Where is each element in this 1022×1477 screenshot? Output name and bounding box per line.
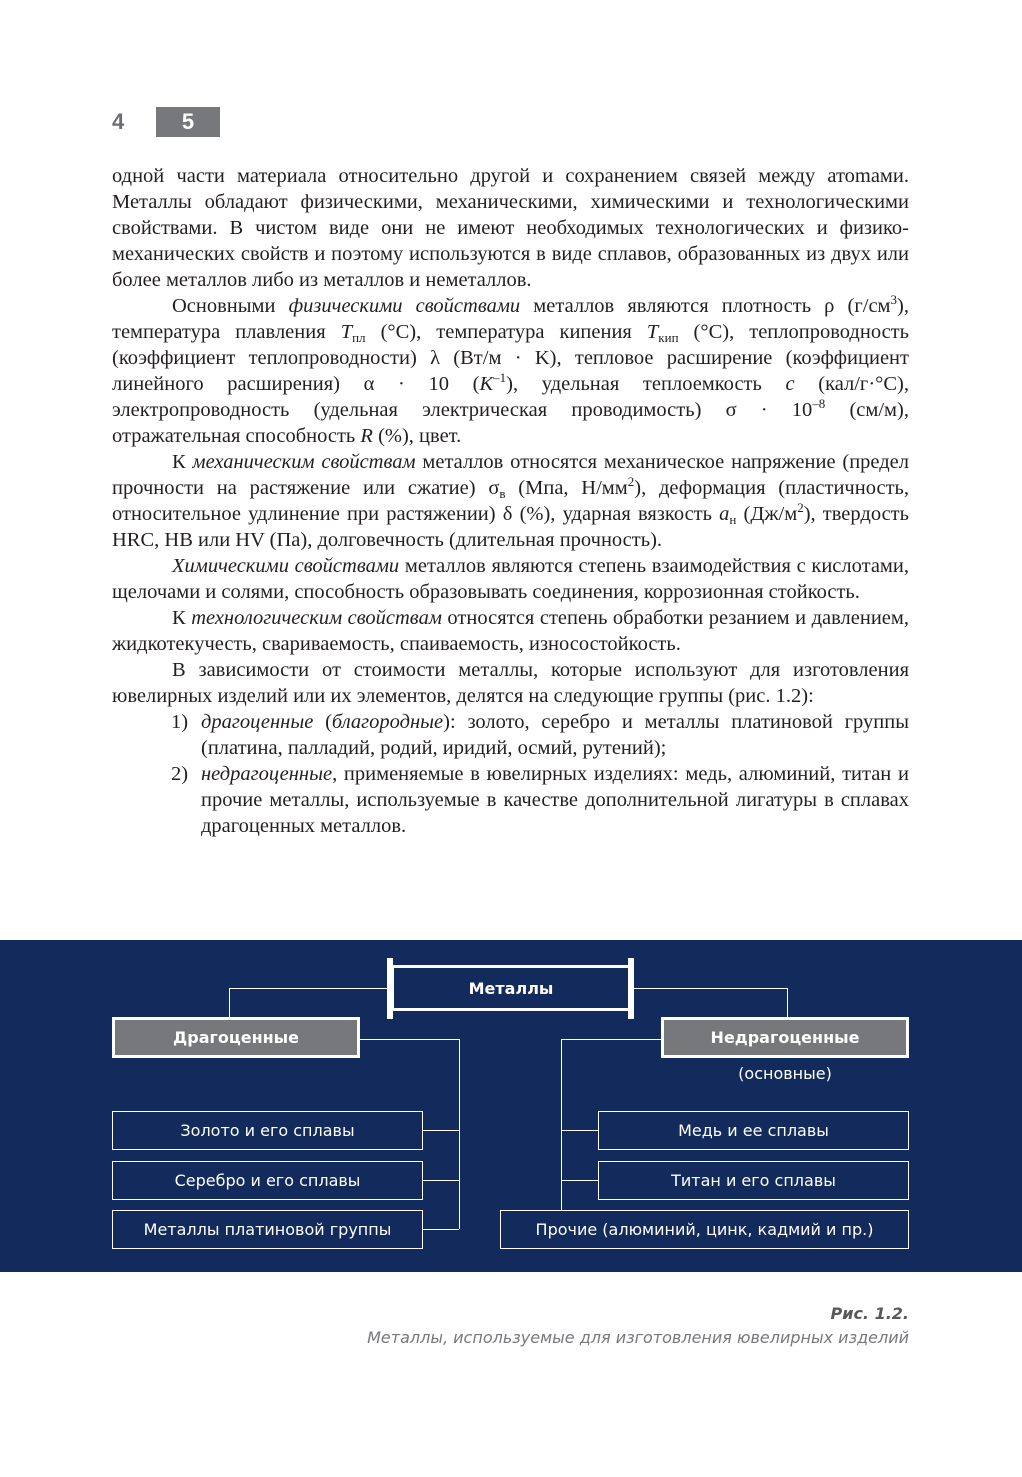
body-text	[112, 163, 909, 839]
text-run: (°С), температура кипения	[365, 321, 647, 343]
text-run: , применяемые в ювелирных изделиях: медь, алюминий, титан и прочие металлы, используемые в качестве дополнительной лигатуры в сплавах драгоценных металлов.	[201, 763, 909, 837]
symbol-c: c	[785, 373, 795, 395]
connector-precious-item	[422, 1180, 459, 1181]
metal-groups-list	[112, 709, 909, 839]
superscript: 2	[797, 500, 804, 515]
figure-title: Металлы, используемые для изготовления ювелирных изделий	[367, 1328, 909, 1347]
term-noble: благородные	[331, 711, 444, 733]
superscript: 2	[627, 474, 635, 489]
connector-right-drop	[787, 988, 788, 1018]
text-run: Основными	[172, 295, 289, 317]
superscript: 3	[890, 292, 898, 307]
item-silver: Серебро и его сплавы	[112, 1161, 423, 1200]
current-page-number: 5	[156, 107, 220, 137]
term-precious: драгоценные	[201, 711, 314, 733]
paragraph-chemical-properties	[112, 553, 909, 605]
text-run: (кал/г·°С), электропроводность (удельная электрическая проводимость) σ · 10	[112, 373, 909, 421]
paragraph-intro: одной части материала относительно другой и сохранением связей между атоmами. Металлы обладают физическими, механическими, химическими и технологическими свойствами. В чистом виде они не имеют необходимых технологических и физико-механических свойств и поэтому используются в виде сплавов, образованных из двух или более металлов либо из металлов и неметаллов.	[112, 165, 909, 291]
text-run: (Дж/м	[736, 503, 798, 525]
page-number-marker	[112, 107, 220, 137]
text-run: ), твердость HRC, HB или HV (Па), долговечность (длительная прочность).	[112, 503, 909, 551]
item-copper: Медь и ее сплавы	[598, 1111, 909, 1150]
symbol-k: K	[479, 373, 494, 395]
paragraph-mechanical-properties	[112, 449, 909, 553]
connector-nonprecious-spine	[561, 1039, 562, 1211]
subscript: пл	[352, 330, 366, 345]
subscript: в	[499, 486, 506, 501]
symbol-t: T	[646, 321, 659, 343]
text-run: (%), цвет.	[372, 425, 462, 447]
connector-nonprecious-item	[561, 1130, 599, 1131]
connector-precious-out	[357, 1039, 459, 1040]
paragraph-physical-properties	[112, 293, 909, 449]
text-run: металлов относятся механическое напряжение (предел прочности на растяжение или сжатие) σ	[112, 451, 909, 499]
text-run: (°С), теплопроводность (коэффициент теплопроводности) λ (Вт/м · K), тепловое расширение (коэффициент линейного расширения) α · 10 (	[112, 321, 909, 395]
connector-root-left	[229, 988, 390, 989]
text-run: (см/м), отражательная способность	[112, 399, 909, 447]
item-other-metals: Прочие (алюминий, цинк, кадмий и пр.)	[500, 1210, 909, 1249]
term-chemical-properties: Химическими свойствами	[172, 555, 400, 577]
text-run: ): золото, серебро и металлы платиновой группы (платина, палладий, родий, иридий, осмий, рутений);	[201, 711, 909, 759]
previous-page-number: 4	[112, 109, 125, 134]
symbol-a: a	[719, 503, 730, 525]
text-run: (Мпа, Н/мм	[505, 477, 628, 499]
category-nonprecious: Недрагоценные	[661, 1017, 909, 1058]
list-item	[112, 709, 909, 761]
category-nonprecious-note: (основные)	[738, 1064, 832, 1083]
text-run: металлов являются плотность ρ (г/см	[520, 295, 891, 317]
paragraph-groups-intro: В зависимости от стоимости металлы, которые используют для изготовления ювелирных изделий или их элементов, делятся на следующие группы (рис. 1.2):	[112, 659, 909, 707]
connector-precious-item	[422, 1229, 459, 1230]
connector-precious-item	[422, 1130, 459, 1131]
symbol-t: T	[340, 321, 353, 343]
term-mechanical-properties: механическим свойствам	[192, 451, 416, 473]
text-run: ), температура плавления	[112, 295, 909, 343]
connector-precious-spine	[459, 1039, 460, 1229]
list-number: 1)	[171, 711, 189, 733]
root-node-metals: Металлы	[391, 965, 631, 1011]
list-number: 2)	[171, 763, 189, 785]
text-run: относятся степень обработки резанием и давлением, жидкотекучесть, свариваемость, спаиваемость, износостойкость.	[112, 607, 909, 655]
text-run: металлов являются степень взаимодействия с кислотами, щелочами и солями, способность образовывать соединения, коррозионная стойкость.	[112, 555, 909, 603]
superscript: –8	[812, 396, 826, 411]
superscript: –1	[493, 370, 507, 385]
symbol-r: R	[360, 425, 373, 447]
text-run: К	[172, 607, 192, 629]
item-titanium: Титан и его сплавы	[598, 1161, 909, 1200]
text-run: ), деформация (пластичность, относительное удлинение при растяжении) δ (%), ударная вязкость	[112, 477, 910, 525]
term-technological-properties: технологическим свойствам	[191, 607, 442, 629]
paragraph-technological-properties	[112, 605, 909, 657]
item-platinum-group: Металлы платиновой группы	[112, 1210, 423, 1249]
term-physical-properties: физическими свойствами	[288, 295, 521, 317]
connector-root-right	[631, 988, 788, 989]
text-run: К	[172, 451, 193, 473]
subscript: н	[729, 512, 737, 527]
item-gold: Золото и его сплавы	[112, 1111, 423, 1150]
connector-left-drop	[229, 988, 230, 1018]
connector-nonprecious-out	[561, 1039, 664, 1040]
subscript: кип	[658, 330, 679, 345]
term-nonprecious: недрагоценные	[201, 763, 333, 785]
connector-nonprecious-item	[561, 1180, 599, 1181]
text-run: ), удельная теплоемкость	[506, 373, 786, 395]
figure-caption	[367, 1302, 909, 1350]
category-precious: Драгоценные	[112, 1017, 360, 1058]
figure-number: Рис. 1.2.	[830, 1304, 909, 1323]
metals-diagram	[0, 940, 1022, 1272]
list-item	[112, 761, 909, 839]
text-run: (	[313, 711, 332, 733]
